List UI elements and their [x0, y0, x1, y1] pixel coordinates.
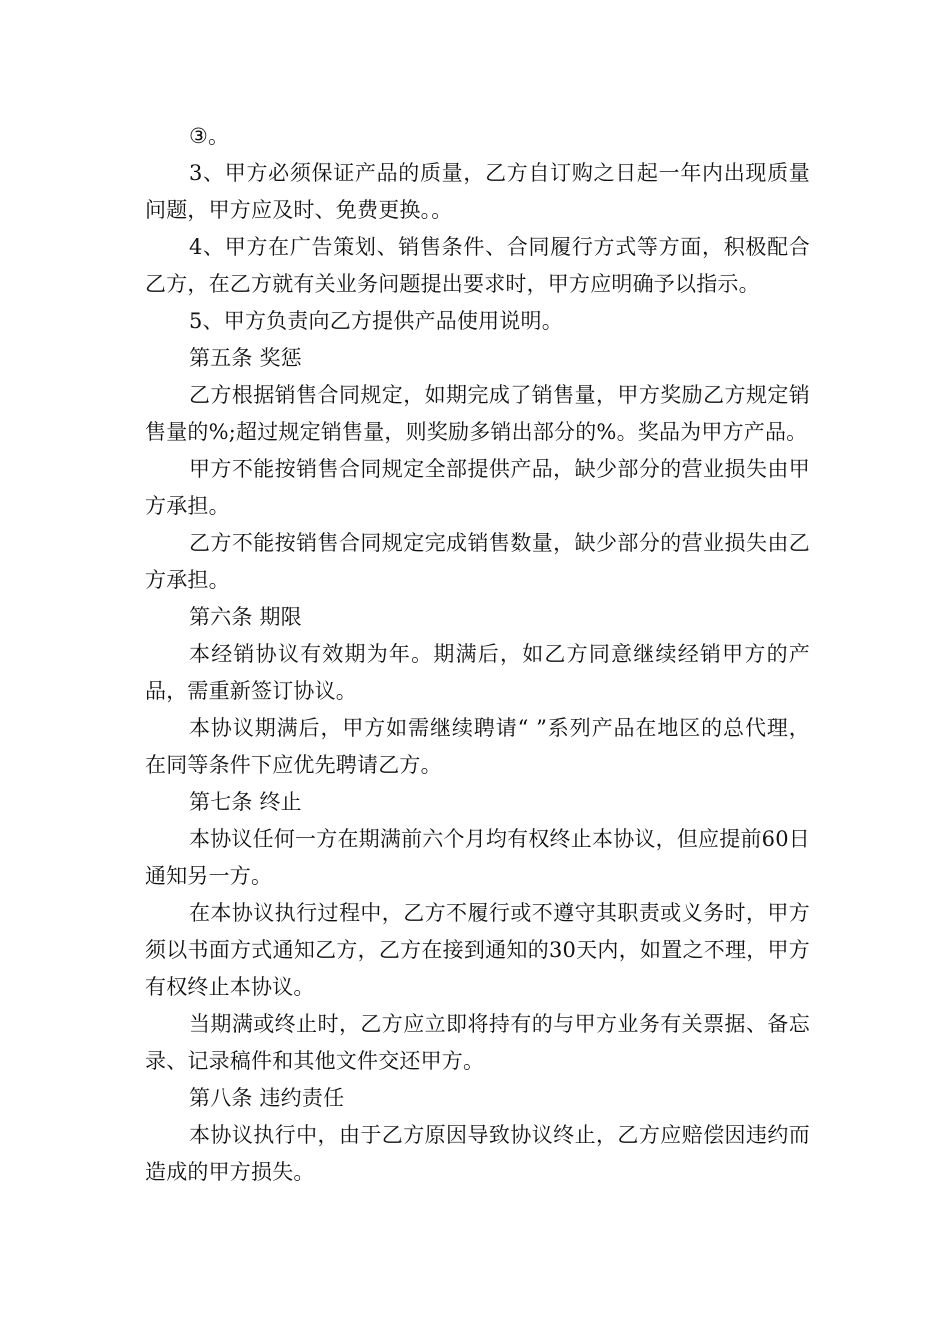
paragraph: 本协议任何一方在期满前六个月均有权终止本协议，但应提前60日通知另一方。	[145, 827, 810, 888]
section-heading: 第六条 期限	[189, 605, 302, 629]
paragraph: 在本协议执行过程中，乙方不履行或不遵守其职责或义务时，甲方须以书面方式通知乙方，乙方在接到通知的30天内，如置之不理，甲方有权终止本协议。	[145, 901, 810, 999]
document-body	[145, 118, 810, 1191]
paragraph: 乙方不能按销售合同规定完成销售数量，缺少部分的营业损失由乙方承担。	[145, 531, 810, 592]
paragraph: 乙方根据销售合同规定，如期完成了销售量，甲方奖励乙方规定销售量的%;超过规定销售量，则奖励多销出部分的%。奖品为甲方产品。	[145, 383, 810, 444]
paragraph: ③。	[189, 124, 230, 148]
section-heading: 第八条 违约责任	[189, 1086, 345, 1110]
paragraph: 本协议执行中，由于乙方原因导致协议终止，乙方应赔偿因违约而造成的甲方损失。	[145, 1123, 810, 1184]
paragraph: 本经销协议有效期为年。期满后，如乙方同意继续经销甲方的产品，需重新签订协议。	[145, 642, 810, 703]
paragraph: 4、甲方在广告策划、销售条件、合同履行方式等方面，积极配合乙方，在乙方就有关业务问题提出要求时，甲方应明确予以指示。	[145, 235, 810, 296]
paragraph: 甲方不能按销售合同规定全部提供产品，缺少部分的营业损失由甲方承担。	[145, 457, 810, 518]
paragraph: 3、甲方必须保证产品的质量，乙方自订购之日起一年内出现质量问题，甲方应及时、免费更换。。	[145, 161, 810, 222]
paragraph: 本协议期满后，甲方如需继续聘请“ ”系列产品在地区的总代理，在同等条件下应优先聘请乙方。	[145, 716, 810, 777]
paragraph: 当期满或终止时，乙方应立即将持有的与甲方业务有关票据、备忘录、记录稿件和其他文件交还甲方。	[145, 1012, 810, 1073]
section-heading: 第七条 终止	[189, 790, 302, 814]
section-heading: 第五条 奖惩	[189, 346, 302, 370]
paragraph: 5、甲方负责向乙方提供产品使用说明。	[189, 309, 563, 333]
